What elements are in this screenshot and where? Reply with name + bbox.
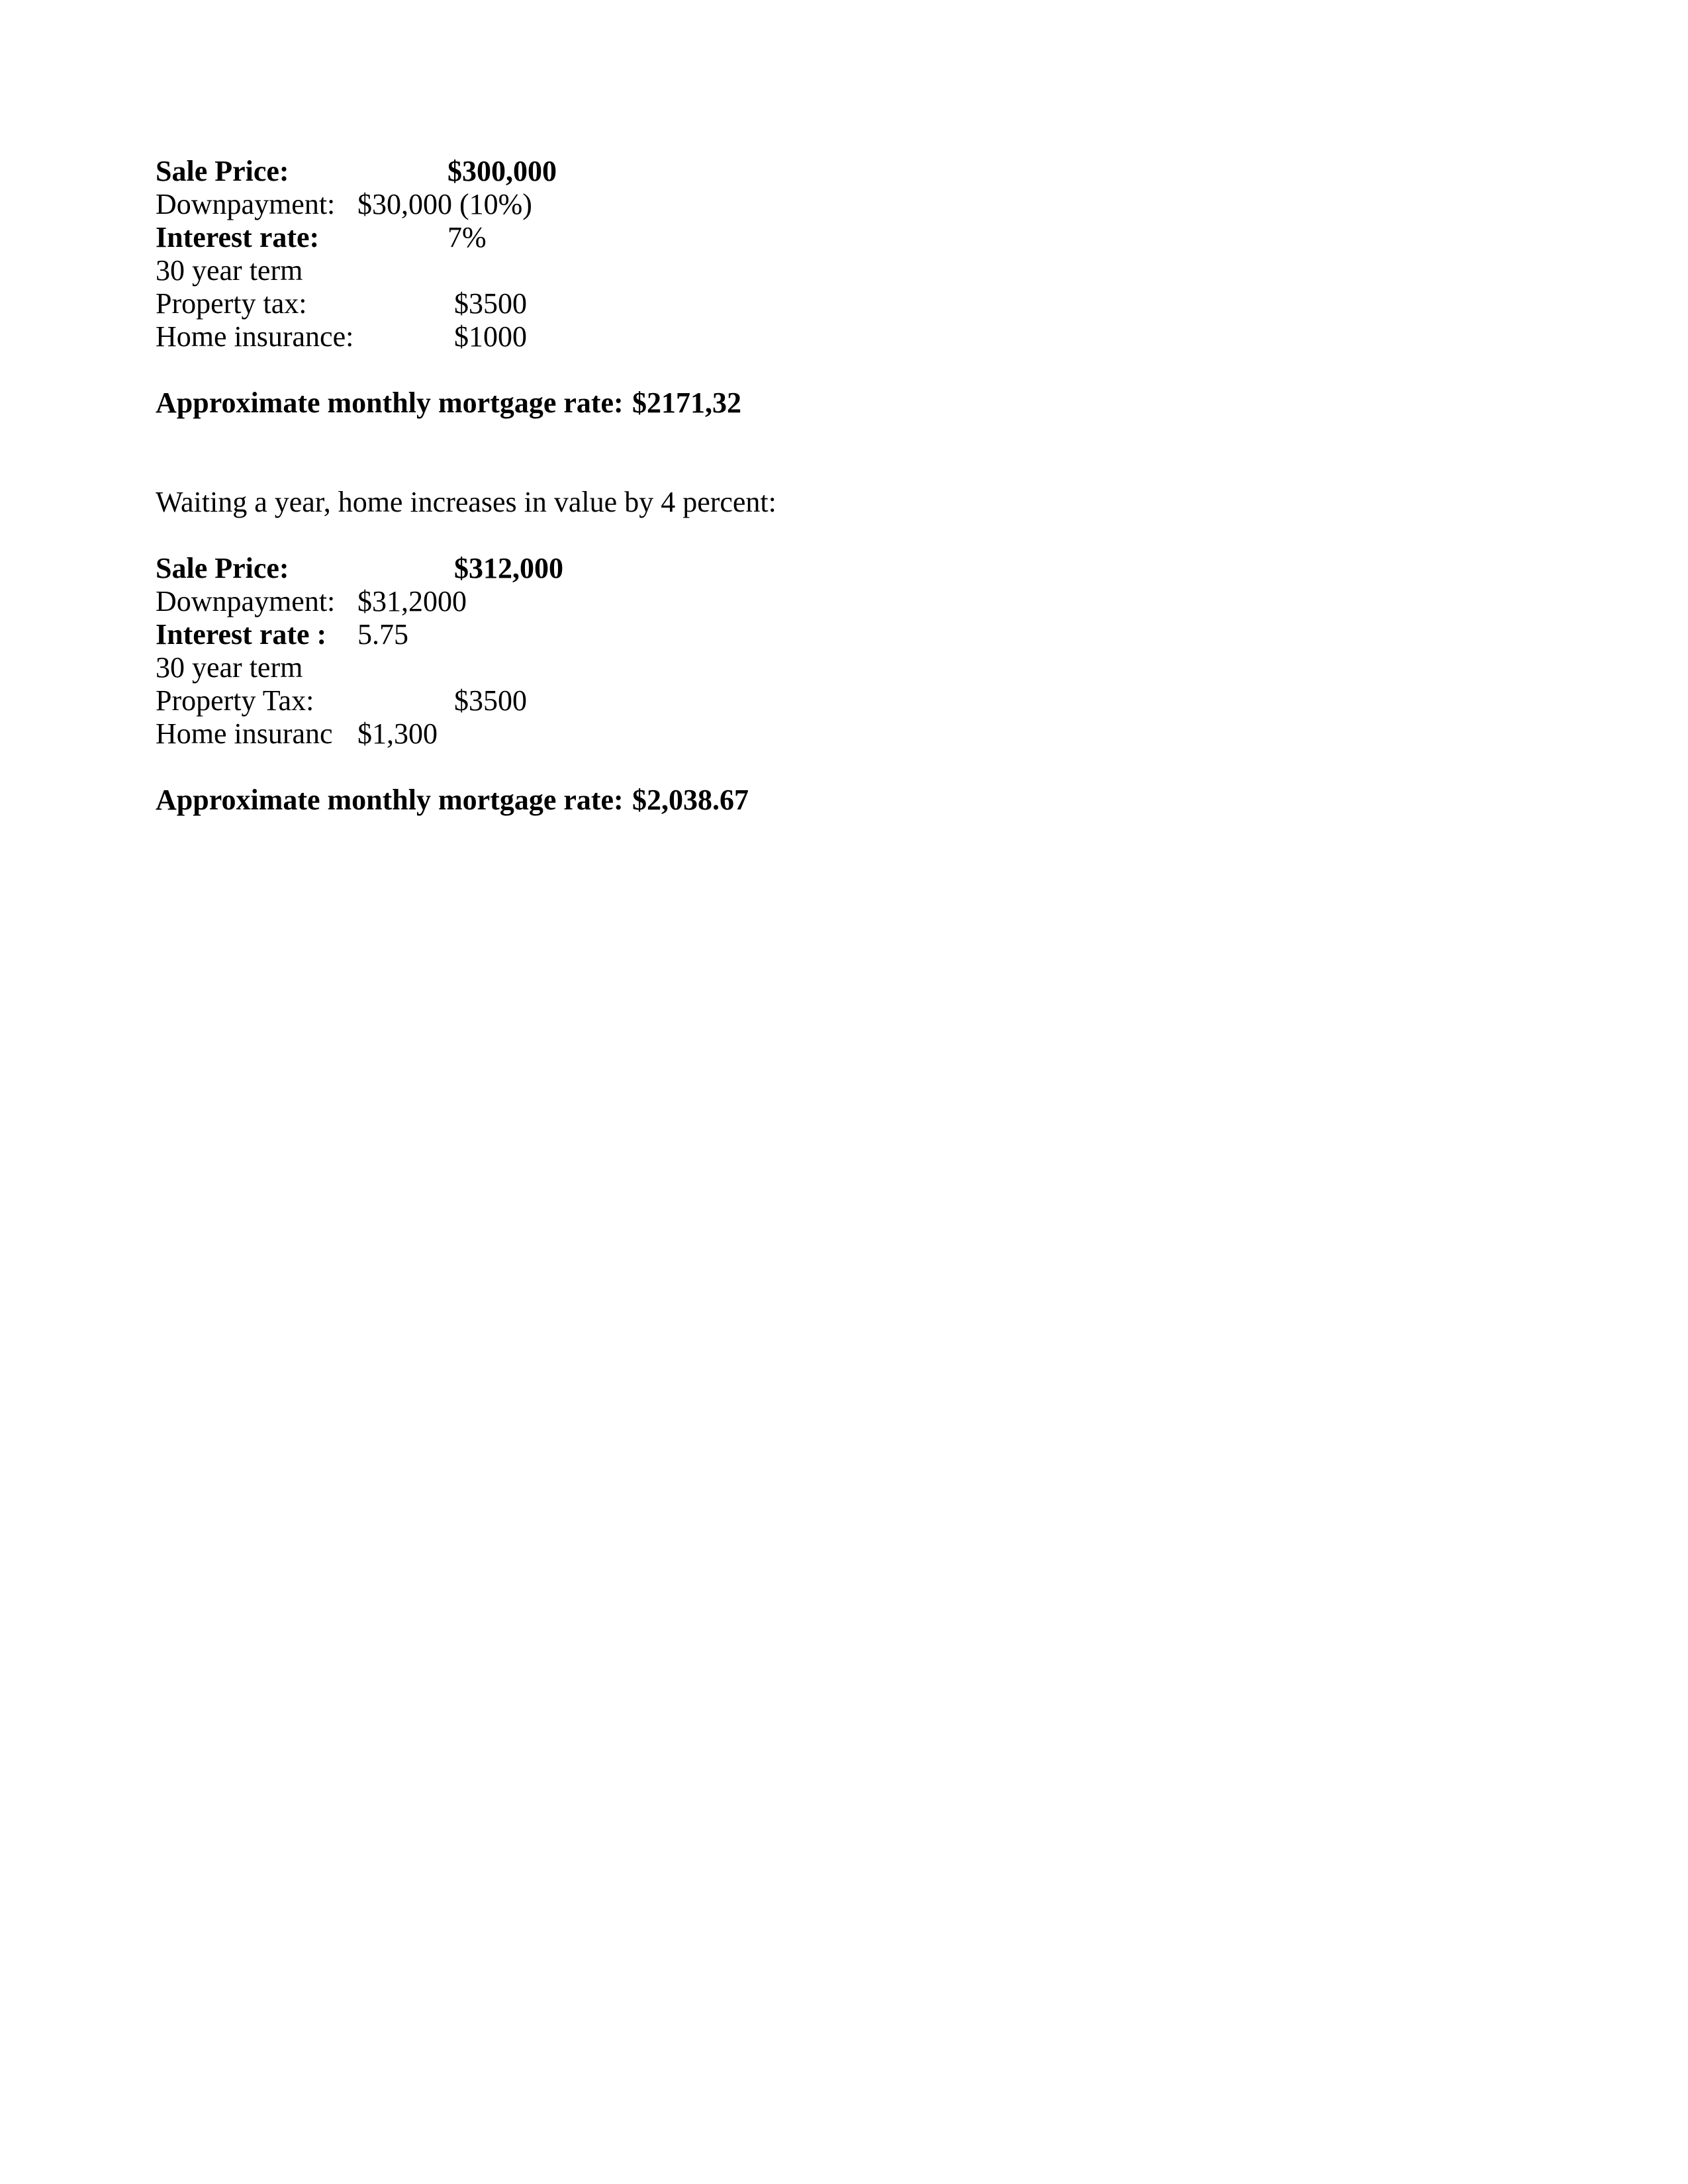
interest-rate-label: Interest rate : [156,618,327,651]
interest-rate-label: Interest rate: [156,221,320,253]
monthly-rate-value: $2171,32 [632,387,741,419]
property-tax-value: $3500 [454,684,527,717]
home-insurance-value: $1000 [454,320,527,353]
sale-price-label: Sale Price: [156,155,289,187]
downpayment-value: $30,000 (10%) [357,188,532,220]
term-text: 30 year term [156,651,303,684]
sale-price-label: Sale Price: [156,552,289,584]
home-insurance-value: $1,300 [357,717,438,750]
downpayment-label: Downpayment: [156,188,336,220]
interest-rate-value: 7% [447,221,487,253]
home-insurance-label: Home insurance: [156,320,354,353]
home-insurance-label: Home insuranc [156,717,333,750]
monthly-rate-label: Approximate monthly mortgage rate: [156,387,624,419]
transition-text: Waiting a year, home increases in value by 4 percent: [156,486,776,518]
term-text: 30 year term [156,254,303,287]
monthly-rate-value: $2,038.67 [632,784,749,816]
downpayment-label: Downpayment: [156,585,336,617]
interest-rate-value: 5.75 [357,618,408,651]
monthly-rate-label: Approximate monthly mortgage rate: [156,784,624,816]
property-tax-label: Property Tax: [156,684,314,717]
sale-price-value: $312,000 [454,552,563,584]
property-tax-value: $3500 [454,287,527,320]
sale-price-value: $300,000 [447,155,557,187]
property-tax-label: Property tax: [156,287,307,320]
downpayment-value: $31,2000 [357,585,467,617]
